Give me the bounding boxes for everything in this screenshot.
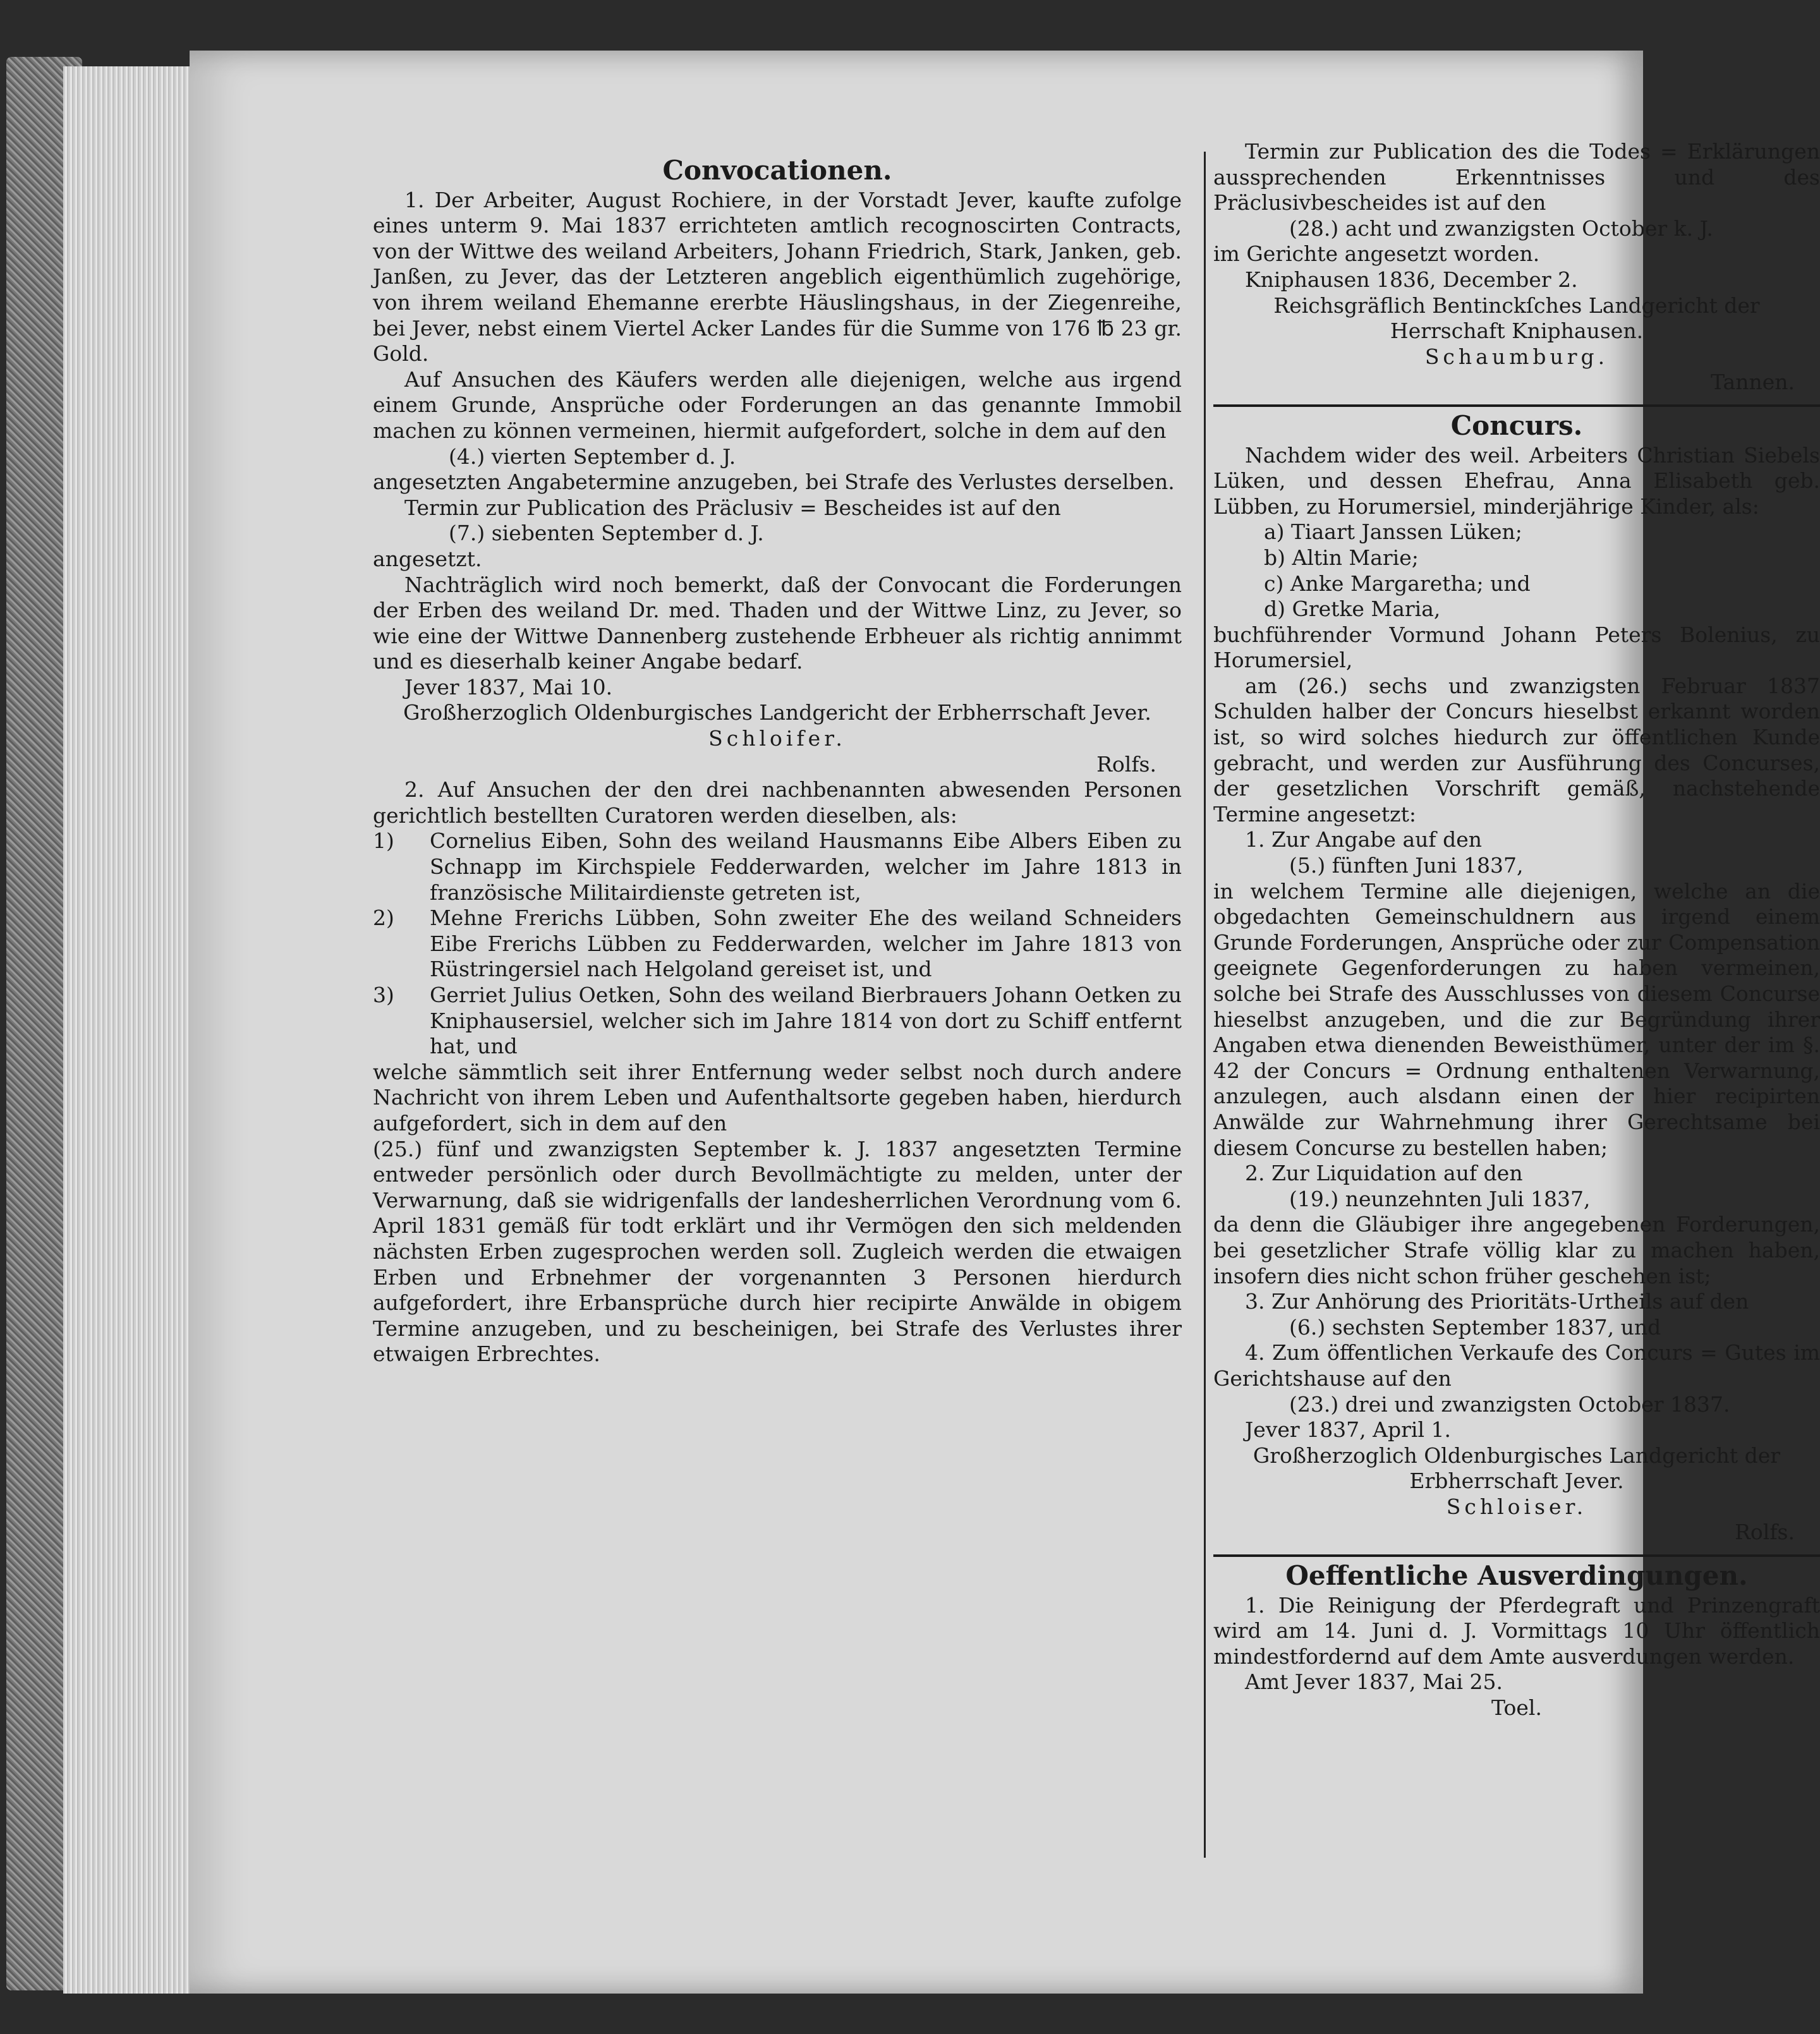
signature: Toel.: [1491, 1695, 1542, 1721]
list-item: [373, 905, 1182, 983]
paragraph: angesetzt.: [373, 546, 482, 571]
place-date: Amt Jever 1837, Mai 25.: [1245, 1669, 1503, 1695]
paragraph: Auf Ansuchen des Käufers werden alle diejenigen, welche aus irgend einem Grunde, Ansprüche oder Forderungen an das genannte Immobil machen zu können vermeinen, hiermit aufgefordert, solche in dem auf den: [373, 366, 1182, 443]
list-text: Mehne Frerichs Lübben, Sohn zweiter Ehe des weiland Schneiders Eibe Frerichs Lübben zu Fedderwarden, welcher im Jahre 1813 von Rüstringersiel nach Helgoland gereiset ist, und: [430, 905, 1182, 982]
list-item: [373, 983, 1182, 1060]
term-heading: 2. Zur Liquidation auf den: [1245, 1161, 1523, 1186]
paragraph: 1. Die Reinigung der Pferdegraft und Prinzengraft wird am 14. Juni d. J. Vormittags 10 Uhr öffentlich mindestfordernd auf dem Amte ausverdungen werden.: [1213, 1592, 1820, 1669]
section-rule: [1213, 404, 1820, 407]
list-number: 1): [373, 828, 394, 854]
paragraph: buchführender Vormund Johann Peters Bolenius, zu Horumersiel,: [1213, 622, 1820, 673]
list-item: c) Anke Margaretha; und: [1264, 571, 1531, 596]
list-item: [373, 828, 1182, 905]
date-line: (4.) vierten September d. J.: [449, 444, 736, 469]
place-date: Jever 1837, Mai 10.: [404, 674, 613, 699]
court-name: Reichsgräflich Bentinckſches Landgericht der Herrschaft Kniphausen.: [1273, 293, 1760, 344]
date-line: (7.) siebenten September d. J.: [449, 521, 764, 546]
date-line: (28.) acht und zwanzigsten October k. J.: [1289, 215, 1713, 241]
paragraph: da denn die Gläubiger ihre angegebenen Forderungen, bei gesetzlicher Strafe völlig klar zu machen haben, insofern dies nicht schon früher geschehen ist;: [1213, 1212, 1820, 1288]
term-heading: 1. Zur Angabe auf den: [1245, 827, 1482, 852]
paragraph: welche sämmtlich seit ihrer Entfernung weder selbst noch durch andere Nachricht von ihrem Leben und Aufenthaltsorte gegeben haben, hierdurch aufgefordert, sich in dem auf den: [373, 1059, 1182, 1135]
paragraph: 2. Auf Ansuchen der den drei nachbenannten abwesenden Personen gerichtlich bestellten Curatoren werden dieselben, als:: [373, 777, 1182, 828]
list-number: 3): [373, 983, 394, 1007]
paragraph: Termin zur Publication des die Todes = Erklärungen aussprechenden Erkenntnisses und des Präclusivbescheides ist auf den: [1213, 139, 1820, 215]
paragraph: Termin zur Publication des Präclusiv = Bescheides ist auf den: [404, 495, 1061, 520]
place-date: Jever 1837, April 1.: [1245, 1417, 1451, 1443]
section-rule: [1213, 1554, 1820, 1557]
page-stack-edge: [63, 66, 209, 1994]
column-divider: [1204, 152, 1206, 1858]
signature: Rolfs.: [1735, 1520, 1795, 1545]
paragraph: am (26.) sechs und zwanzigsten Februar 1837 Schulden halber der Concurs hieselbst erkannt worden ist, so wird solches hiedurch zur öffentlichen Kunde gebracht, und werden zur Ausführung des Concurses, der gesetzlichen Vorschrift gemäß, nachstehende Termine angesetzt:: [1213, 673, 1820, 826]
section-heading-ausverdingungen: Oeffentliche Ausverdingungen.: [1285, 1560, 1748, 1592]
section-heading-convocationen: Convocationen.: [662, 155, 892, 186]
date-line: (19.) neunzehnten Juli 1837,: [1289, 1186, 1591, 1211]
signature: Rolfs.: [1096, 751, 1156, 777]
term-heading: 4. Zum öffentlichen Verkaufe des Concurs = Gutes im Gerichtshause auf den: [1213, 1340, 1820, 1391]
list-text: Cornelius Eiben, Sohn des weiland Hausmanns Eibe Albers Eiben zu Schnapp im Kirchspiele Fedderwarden, welcher im Jahre 1813 in französische Militairdienste getreten ist,: [430, 828, 1182, 905]
list-item: b) Altin Marie;: [1264, 545, 1419, 570]
paragraph: Nachdem wider des weil. Arbeiters Christian Siebels Lüken, und dessen Ehefrau, Anna Elisabeth geb. Lübben, zu Horumersiel, minderjährige Kinder, als:: [1213, 442, 1820, 519]
signature: Tannen.: [1711, 370, 1795, 395]
paragraph: 1. Der Arbeiter, August Rochiere, in der Vorstadt Jever, kaufte zufolge eines unterm 9. Mai 1837 errichteten amtlich recognoscirten Contracts, von der Wittwe des weiland Arbeiters, Johann Friedrich, Stark, Janken, geb. Janßen, zu Jever, das der Letzteren angeblich eigenthümlich zugehörige, von ihrem weiland Ehemanne ererbte Häuslingshaus, in der Ziegenreihe, bei Jever, nebst einem Viertel Acker Landes für die Summe von 176 ℔ 23 gr. Gold.: [373, 187, 1182, 366]
signature: Schloifer.: [708, 726, 846, 751]
paragraph: angesetzten Angabetermine anzugeben, bei Strafe des Verlustes derselben.: [373, 469, 1175, 495]
list-item: a) Tiaart Janssen Lüken;: [1264, 519, 1522, 545]
paragraph: (25.) fünf und zwanzigsten September k. J. 1837 angesetzten Termine entweder persönlich oder durch Bevollmächtigte zu melden, unter der Verwarnung, daß sie widrigenfalls der landesherrlichen Verordnung vom 6. April 1831 gemäß für todt erklärt und ihr Vermögen den sich meldenden nächsten Erben zugesprochen werden soll. Zugleich werden die etwaigen Erben und Erbnehmer der vorgenannten 3 Personen hierdurch aufgefordert, ihre Erbansprüche durch hier recipirte Anwälde in obigem Termine anzugeben, und zu bescheinigen, bei Strafe des Verlustes ihrer etwaigen Erbrechtes.: [373, 1136, 1182, 1367]
place-date: Kniphausen 1836, December 2.: [1245, 267, 1578, 292]
court-name: Großherzoglich Oldenburgisches Landgericht der Erbherrschaft Jever.: [1253, 1443, 1781, 1494]
right-column: [1213, 139, 1820, 1721]
list-number: 2): [373, 905, 394, 931]
signature: Schaumburg.: [1424, 344, 1609, 369]
left-column: [373, 152, 1182, 1367]
section-heading-concurs: Concurs.: [1450, 409, 1583, 441]
paragraph: in welchem Termine alle diejenigen, welche an die obgedachten Gemeinschuldnern aus irgend einem Grunde Forderungen, Ansprüche oder zur Compensation geeignete Gegenforderungen zu haben vermeinen, solche bei Strafe des Ausschlusses von diesem Concurse hieselbst anzugeben, und die zur Begründung ihrer Angaben etwa dienenden Beweisthümer, unter der im §. 42 der Concurs = Ordnung enthaltenen Verwarnung, anzulegen, auch alsdann einen der hier recipirten Anwälde zur Wahrnehmung ihrer Gerechtsame bei diesem Concurse zu bestellen haben;: [1213, 878, 1820, 1160]
newspaper-page: [190, 51, 1820, 1994]
date-line: (23.) drei und zwanzigsten October 1837.: [1289, 1391, 1730, 1417]
court-name: Großherzoglich Oldenburgisches Landgericht der Erbherrschaft Jever.: [403, 700, 1151, 725]
list-text: Gerriet Julius Oetken, Sohn des weiland Bierbrauers Johann Oetken zu Kniphausersiel, welcher sich im Jahre 1814 von dort zu Schiff entfernt hat, und: [430, 983, 1182, 1059]
date-line: (5.) fünften Juni 1837,: [1289, 853, 1524, 878]
signature: Schloiser.: [1446, 1494, 1587, 1519]
paragraph: im Gerichte angesetzt worden.: [1213, 241, 1540, 267]
term-heading: 3. Zur Anhörung des Prioritäts-Urtheils auf den: [1245, 1289, 1749, 1314]
paragraph: Nachträglich wird noch bemerkt, daß der Convocant die Forderungen der Erben des weiland Dr. med. Thaden und der Wittwe Linz, zu Jever, so wie eine der Wittwe Dannenberg zustehende Erbheuer als richtig annimmt und es dieserhalb keiner Angabe bedarf.: [373, 572, 1182, 674]
date-line: (6.) sechsten September 1837, und: [1289, 1314, 1661, 1340]
list-item: d) Gretke Maria,: [1264, 596, 1441, 622]
